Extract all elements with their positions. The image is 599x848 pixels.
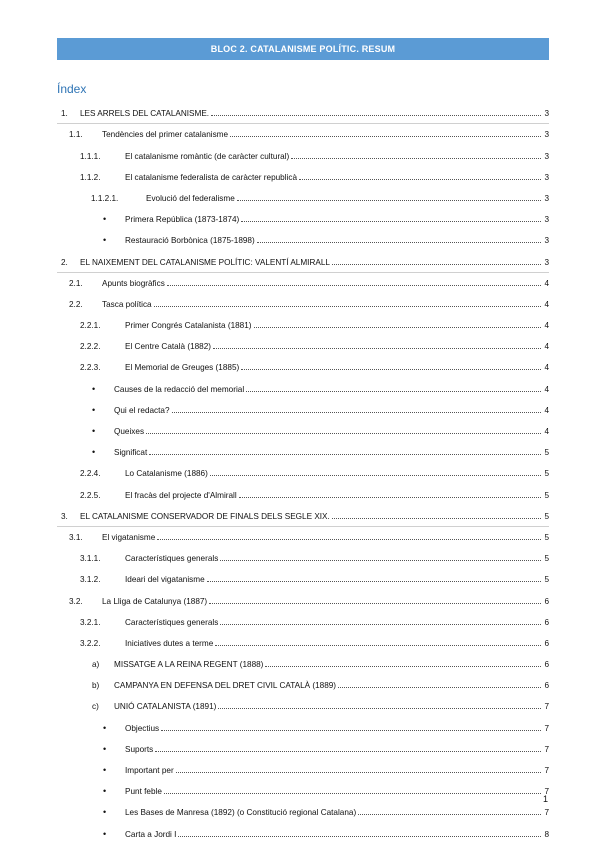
toc-entry[interactable] xyxy=(57,289,549,310)
toc-entry-text: UNIÓ CATALANISTA (1891) xyxy=(114,702,217,712)
toc-entry-text: El Memorial de Greuges (1885) xyxy=(125,363,240,373)
dot-leader xyxy=(146,433,541,434)
toc-entry[interactable] xyxy=(57,734,549,755)
toc-entry-number: a) xyxy=(92,660,100,670)
toc-entry-number: 2.2.4. xyxy=(80,469,101,479)
toc-entry-text: Causes de la redacció del memorial xyxy=(114,384,245,394)
toc-entry-text: Primera República (1873-1874) xyxy=(125,215,240,225)
bullet-icon: • xyxy=(103,235,107,246)
toc-entry[interactable] xyxy=(57,755,549,776)
toc-entry[interactable] xyxy=(57,140,549,161)
toc-entry[interactable] xyxy=(57,797,549,818)
toc-entry[interactable] xyxy=(57,268,549,289)
dot-leader xyxy=(358,814,541,815)
toc-entry-page: 5 xyxy=(544,448,549,458)
toc-entry[interactable] xyxy=(57,585,549,606)
dot-leader xyxy=(332,518,541,519)
toc-entry-page: 5 xyxy=(544,511,549,521)
dot-leader xyxy=(178,836,541,837)
toc-entry-page: 4 xyxy=(544,342,549,352)
dot-leader xyxy=(167,285,541,286)
toc-entry[interactable] xyxy=(57,162,549,183)
bullet-icon: • xyxy=(103,743,107,754)
dot-leader xyxy=(209,603,541,604)
toc-entry-number: 1.1.2.1. xyxy=(91,193,119,203)
dot-leader xyxy=(241,369,541,370)
toc-entry[interactable] xyxy=(57,225,549,246)
table-of-contents xyxy=(57,98,549,840)
toc-entry-text: El catalanisme romàntic (de caràcter cultural) xyxy=(125,151,290,161)
toc-entry-text: Lo Catalanisme (1886) xyxy=(125,469,208,479)
toc-entry-page: 3 xyxy=(544,172,549,182)
bullet-icon: • xyxy=(103,786,107,797)
bullet-icon: • xyxy=(92,447,96,458)
toc-entry-number: 1.1.1. xyxy=(80,151,101,161)
toc-entry-text: MISSATGE A LA REINA REGENT (1888) xyxy=(114,660,264,670)
bullet-icon: • xyxy=(92,404,96,415)
toc-entry-text: El Centre Català (1882) xyxy=(125,342,212,352)
dot-leader xyxy=(239,497,541,498)
toc-entry-number: 2.1. xyxy=(69,278,83,288)
toc-entry-text: El catalanisme federalista de caràcter republicà xyxy=(125,172,298,182)
toc-entry-page: 4 xyxy=(544,299,549,309)
toc-entry-text: Característiques generals xyxy=(125,617,219,627)
toc-entry-number: 1.1.2. xyxy=(80,172,101,182)
toc-entry-page: 3 xyxy=(544,193,549,203)
toc-entry-text: CAMPANYA EN DEFENSA DEL DRET CIVIL CATALÀ (1889) xyxy=(114,681,337,691)
bullet-icon: • xyxy=(103,828,107,839)
bullet-icon: • xyxy=(103,722,107,733)
toc-entry[interactable] xyxy=(57,458,549,479)
toc-entry-text: Tendències del primer catalanisme xyxy=(102,130,229,140)
toc-entry-page: 5 xyxy=(544,490,549,500)
toc-entry[interactable] xyxy=(57,395,549,416)
toc-entry-page: 4 xyxy=(544,321,549,331)
toc-entry-text: Significat xyxy=(114,448,148,458)
toc-entry-text: Ideari del vigatanisme xyxy=(125,575,205,585)
toc-entry[interactable] xyxy=(57,628,549,649)
dot-leader xyxy=(157,539,541,540)
toc-entry[interactable] xyxy=(57,712,549,733)
toc-entry-page: 6 xyxy=(544,660,549,670)
toc-entry-page: 7 xyxy=(544,723,549,733)
toc-entry-text: Queixes xyxy=(114,427,145,436)
dot-leader xyxy=(155,751,541,752)
toc-entry[interactable] xyxy=(57,352,549,373)
toc-entry-text: Punt feble xyxy=(125,787,162,797)
toc-entry[interactable] xyxy=(57,331,549,352)
toc-entry-page: 5 xyxy=(544,469,549,479)
toc-entry-number: c) xyxy=(92,702,99,712)
toc-entry-text: Carta a Jordi I xyxy=(125,829,177,839)
dot-leader xyxy=(265,666,541,667)
toc-entry-number: 2.2.3. xyxy=(80,363,101,373)
toc-entry-number: b) xyxy=(92,681,100,691)
toc-entry-text: Primer Congrés Catalanista (1881) xyxy=(125,321,252,331)
dot-leader xyxy=(332,264,541,265)
toc-entry-page: 7 xyxy=(544,808,549,818)
toc-entry-number: 3.1.1. xyxy=(80,554,101,564)
toc-entry-number: 3.2.2. xyxy=(80,638,101,648)
bullet-icon: • xyxy=(92,426,96,436)
toc-entry-page: 4 xyxy=(544,278,549,288)
toc-entry-text: Apunts biogràfics xyxy=(102,278,165,288)
toc-entry-text: Les Bases de Manresa (1892) (o Constitució regional Catalana) xyxy=(125,808,357,818)
toc-entry-number: 2.2. xyxy=(69,299,83,309)
dot-leader xyxy=(213,348,541,349)
toc-entry-text: Tasca política xyxy=(102,299,152,309)
dot-leader xyxy=(161,730,541,731)
toc-entry-text: El fracàs del projecte d'Almirall xyxy=(125,490,237,500)
toc-entry-page: 3 xyxy=(544,215,549,225)
toc-entry-text: Important per xyxy=(125,766,174,775)
toc-entry-page: 7 xyxy=(544,744,549,754)
dot-leader xyxy=(176,772,541,773)
toc-entry[interactable] xyxy=(57,119,549,140)
toc-entry-text: LES ARRELS DEL CATALANISME. xyxy=(80,109,210,119)
toc-entry-page: 3 xyxy=(544,257,549,267)
toc-entry-number: 3.2. xyxy=(69,596,83,606)
toc-entry[interactable] xyxy=(57,479,549,500)
bullet-icon: • xyxy=(103,214,107,225)
toc-entry-text: Evolució del federalisme xyxy=(146,193,235,203)
toc-entry-page: 6 xyxy=(544,617,549,627)
toc-entry[interactable] xyxy=(57,183,549,204)
dot-leader xyxy=(211,115,541,116)
toc-entry[interactable] xyxy=(57,501,549,522)
dot-leader xyxy=(220,624,541,625)
toc-entry-text: Suports xyxy=(125,744,154,754)
toc-entry-page: 3 xyxy=(544,236,549,246)
toc-entry-text: EL NAIXEMENT DEL CATALANISME POLÍTIC: VALENTÍ ALMIRALL xyxy=(80,257,330,267)
dot-leader xyxy=(241,221,541,222)
toc-entry[interactable] xyxy=(57,818,549,839)
toc-entry-text: Característiques generals xyxy=(125,554,219,564)
toc-entry[interactable] xyxy=(57,607,549,628)
toc-entry-page: 4 xyxy=(544,405,549,415)
dot-leader xyxy=(149,454,541,455)
toc-title: Índex xyxy=(57,82,87,96)
toc-entry-number: 2.2.5. xyxy=(80,490,101,500)
toc-entry-text: Qui el redacta? xyxy=(114,405,170,415)
toc-entry-page: 5 xyxy=(544,575,549,585)
toc-entry-page: 3 xyxy=(544,109,549,119)
toc-entry[interactable] xyxy=(57,649,549,670)
bullet-icon: • xyxy=(92,383,96,394)
toc-entry[interactable] xyxy=(57,776,549,797)
toc-entry-text: Iniciatives dutes a terme xyxy=(125,638,214,648)
dot-leader xyxy=(154,306,541,307)
bullet-icon: • xyxy=(103,807,107,818)
dot-leader xyxy=(210,475,541,476)
dot-leader xyxy=(172,412,541,413)
toc-entry[interactable] xyxy=(57,437,549,458)
toc-entry-number: 2.2.1. xyxy=(80,321,101,331)
toc-entry-text: Restauració Borbònica (1875-1898) xyxy=(125,236,255,246)
dot-leader xyxy=(207,581,541,582)
toc-entry-number: 3. xyxy=(61,511,68,521)
dot-leader xyxy=(218,708,541,709)
toc-entry-page: 3 xyxy=(544,130,549,140)
toc-entry-number: 1. xyxy=(61,109,68,119)
toc-entry[interactable] xyxy=(57,670,549,691)
toc-entry-page: 4 xyxy=(544,427,549,436)
toc-entry-number: 1.1. xyxy=(69,130,83,140)
toc-entry-number: 2.2.2. xyxy=(80,342,101,352)
toc-entry-page: 6 xyxy=(544,638,549,648)
dot-leader xyxy=(220,560,541,561)
toc-entry[interactable] xyxy=(57,98,549,119)
toc-entry-page: 4 xyxy=(544,384,549,394)
toc-entry[interactable] xyxy=(57,416,549,437)
toc-entry-page: 3 xyxy=(544,151,549,161)
header-banner: BLOC 2. CATALANISME POLÍTIC. RESUM xyxy=(57,38,549,60)
toc-entry[interactable] xyxy=(57,204,549,225)
toc-entry[interactable] xyxy=(57,246,549,267)
toc-entry[interactable] xyxy=(57,691,549,712)
page-number: 1 xyxy=(542,794,548,804)
toc-entry-text: La Lliga de Catalunya (1887) xyxy=(102,596,208,606)
toc-entry-page: 5 xyxy=(544,532,549,542)
dot-leader xyxy=(254,327,541,328)
toc-entry-page: 5 xyxy=(544,554,549,564)
toc-entry-text: EL CATALANISME CONSERVADOR DE FINALS DELS SEGLE XIX. xyxy=(80,511,330,521)
dot-leader xyxy=(164,793,541,794)
toc-entry-page: 7 xyxy=(544,766,549,775)
toc-entry-page: 8 xyxy=(544,829,549,839)
toc-entry-page: 7 xyxy=(544,702,549,712)
dot-leader xyxy=(215,645,541,646)
toc-entry-number: 2. xyxy=(61,257,68,267)
dot-leader xyxy=(257,242,541,243)
toc-entry-text: Objectius xyxy=(125,723,160,733)
toc-entry-text: El vigatanisme xyxy=(102,532,156,542)
dot-leader xyxy=(237,200,541,201)
toc-entry-page: 4 xyxy=(544,363,549,373)
dot-leader xyxy=(338,687,541,688)
dot-leader xyxy=(291,158,541,159)
dot-leader xyxy=(230,136,541,137)
toc-entry-page: 6 xyxy=(544,596,549,606)
toc-entry[interactable] xyxy=(57,543,549,564)
toc-entry[interactable] xyxy=(57,564,549,585)
toc-entry[interactable] xyxy=(57,522,549,543)
toc-entry-page: 7 xyxy=(544,787,549,797)
toc-entry-number: 3.1. xyxy=(69,532,83,542)
toc-entry[interactable] xyxy=(57,373,549,394)
bullet-icon: • xyxy=(103,765,107,775)
toc-entry[interactable] xyxy=(57,310,549,331)
dot-leader xyxy=(299,179,541,180)
toc-entry-number: 3.2.1. xyxy=(80,617,101,627)
toc-entry-page: 6 xyxy=(544,681,549,691)
dot-leader xyxy=(246,391,541,392)
toc-entry-number: 3.1.2. xyxy=(80,575,101,585)
